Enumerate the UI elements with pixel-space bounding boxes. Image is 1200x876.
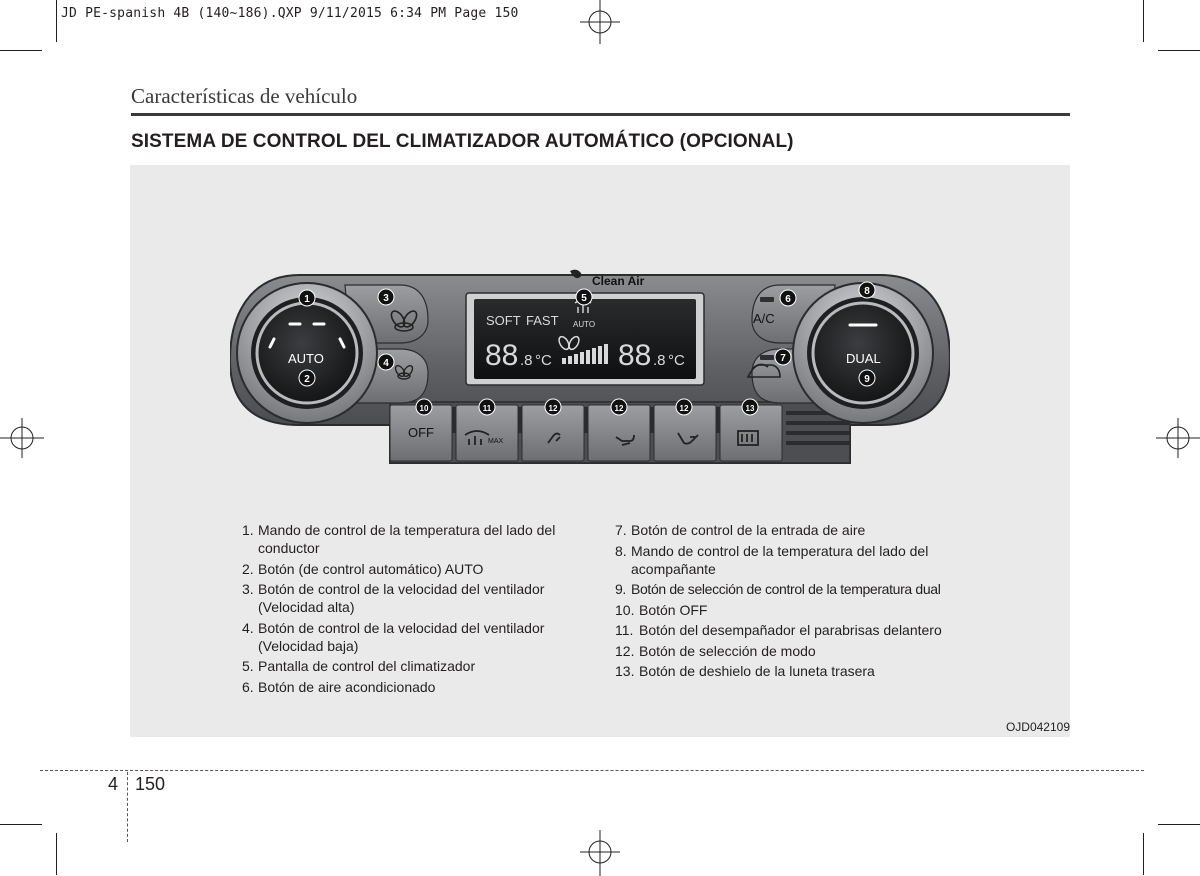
off-label: OFF <box>408 425 434 440</box>
legend-item: 2. Botón (de control automático) AUTO <box>242 560 484 577</box>
crop-mark <box>0 824 42 825</box>
callout-10: 10 <box>419 404 429 413</box>
legend-item: 12. Botón de selección de modo <box>615 642 816 659</box>
crop-mark <box>0 50 42 51</box>
registration-mark-left <box>0 414 48 462</box>
ac-label: A/C <box>753 311 775 326</box>
callout-2: 2 <box>304 374 310 385</box>
footer-rule <box>40 770 1144 771</box>
callout-3: 3 <box>383 293 389 304</box>
folio-section: 4 <box>108 774 119 794</box>
legend-item: 9. Botón de selección de control de la temperatura dual <box>615 581 941 597</box>
dual-label: DUAL <box>846 351 881 366</box>
crop-mark <box>1158 50 1200 51</box>
lcd-right-temp: 88 <box>618 339 652 372</box>
callout-5: 5 <box>581 293 587 304</box>
callout-8: 8 <box>864 286 870 297</box>
callout-9: 9 <box>864 374 870 385</box>
registration-mark-bottom <box>576 828 624 876</box>
legend-item: 11. Botón del desempañador el parabrisas delantero <box>615 622 942 638</box>
crop-mark <box>56 833 57 875</box>
legend-right <box>615 521 985 683</box>
climate-control-panel-illustration <box>230 265 950 465</box>
figure-box <box>130 165 1070 737</box>
callout-12b: 12 <box>614 404 624 413</box>
lcd-left-temp: 88 <box>485 339 519 372</box>
page-title: SISTEMA DE CONTROL DEL CLIMATIZADOR AUTOMÁTICO (OPCIONAL) <box>131 131 794 152</box>
max-label: MAX <box>488 438 504 445</box>
print-header: JD PE-spanish 4B (140~186).QXP 9/11/2015 6:34 PM Page 150 <box>61 6 519 21</box>
figure-code: OJD042109 <box>1005 720 1070 734</box>
crop-mark <box>1143 833 1144 875</box>
legend-left <box>242 521 592 698</box>
lcd-auto: AUTO <box>573 320 596 329</box>
callout-4: 4 <box>383 358 389 369</box>
legend-item: 8. Mando de control de la temperatura del lado del acompañante <box>615 542 929 577</box>
footer-divider <box>127 772 128 842</box>
registration-mark-right <box>1152 414 1200 462</box>
crop-mark <box>1158 824 1200 825</box>
lcd-fast: FAST <box>526 313 559 328</box>
auto-label: AUTO <box>288 351 324 366</box>
callout-12c: 12 <box>679 404 689 413</box>
lcd-left-dec: .8 <box>520 352 533 369</box>
callout-1: 1 <box>304 294 310 305</box>
legend-item: 6. Botón de aire acondicionado <box>242 678 436 695</box>
lcd-left-unit: °C <box>535 352 552 369</box>
crop-mark <box>1143 0 1144 42</box>
crop-mark <box>56 0 57 42</box>
folio-page: 150 <box>135 774 166 794</box>
callout-11: 11 <box>482 404 492 413</box>
legend-item: 5. Pantalla de control del climatizador <box>242 658 476 674</box>
section-title: Características de vehículo <box>131 84 358 108</box>
section-rule <box>131 113 1070 116</box>
lcd-right-unit: °C <box>668 352 685 369</box>
callout-12a: 12 <box>548 404 558 413</box>
legend-item: 10. Botón OFF <box>615 601 708 618</box>
callout-13: 13 <box>745 404 755 413</box>
legend-item: 3. Botón de control de la velocidad del ventilador (Velocidad alta) <box>242 581 545 615</box>
legend-item: 7. Botón de control de la entrada de aire <box>615 522 866 538</box>
lcd-right-dec: .8 <box>653 352 666 369</box>
callout-6: 6 <box>785 294 791 305</box>
brand-label: Clean Air <box>592 274 645 288</box>
registration-mark-top <box>576 0 624 48</box>
lcd-soft: SOFT <box>486 313 521 328</box>
legend-item: 13. Botón de deshielo de la luneta trasera <box>615 663 875 679</box>
callout-7: 7 <box>780 353 786 364</box>
legend-item: 4. Botón de control de la velocidad del ventilador (Velocidad baja) <box>242 619 545 654</box>
legend-item: 1. Mando de control de la temperatura del lado del conductor <box>242 522 556 556</box>
